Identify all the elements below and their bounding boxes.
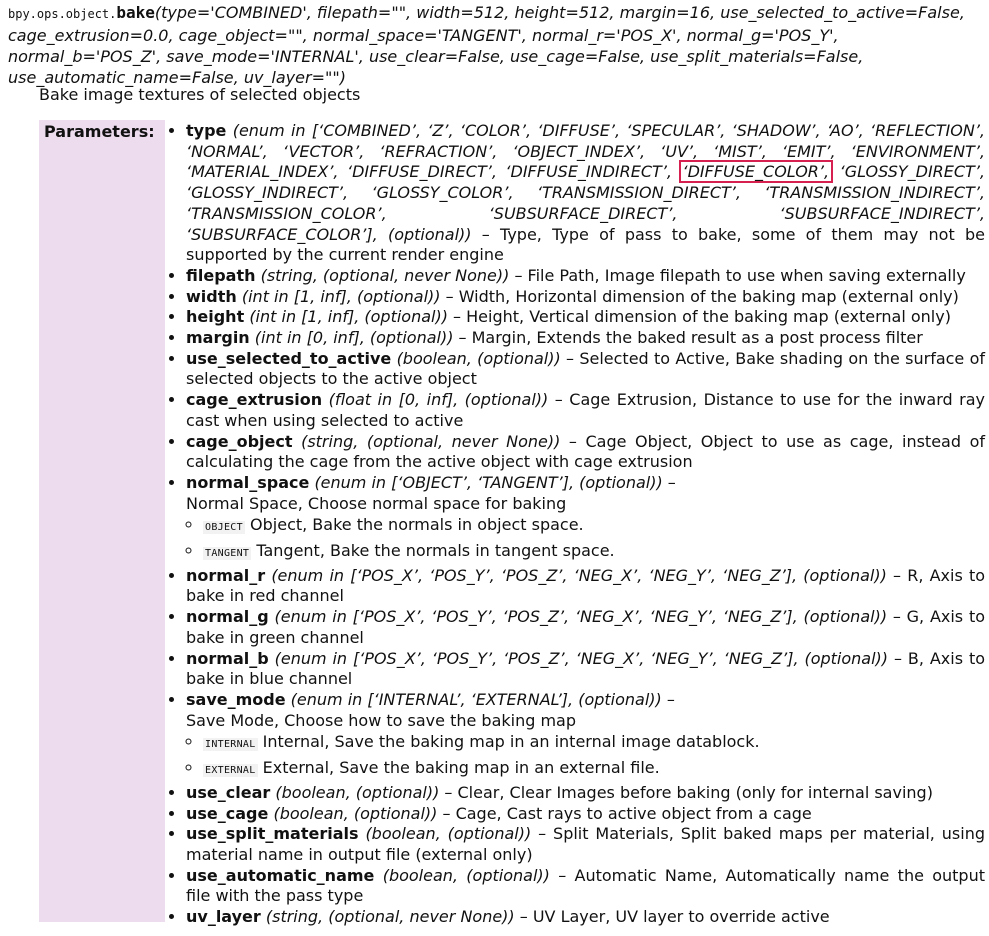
param-type-info: (string, (optional, never None)) <box>301 431 561 451</box>
enum-code: EXTERNAL <box>205 765 256 777</box>
param-type-info: (string, (optional, never None)) <box>265 907 515 927</box>
enum-desc: Tangent, Bake the normals in tangent space. <box>251 541 615 561</box>
enum-option <box>203 757 985 783</box>
param-type-info: (string, (optional, never None)) <box>260 265 510 285</box>
param-name: filepath <box>186 265 256 285</box>
param-type-info: (int in [1, inf], (optional)) <box>241 286 441 306</box>
function-description: Bake image textures of selected objects <box>39 85 361 104</box>
param-name: width <box>186 286 237 306</box>
param-use-split-materials <box>186 824 985 865</box>
function-name: bake <box>116 3 155 22</box>
param-desc: – Clear, Clear Images before baking (only for internal saving) <box>439 782 933 802</box>
enum-code: INTERNAL <box>205 739 256 751</box>
param-desc: – Split Materials, Split baked maps per material, using material name in output file (external only) <box>186 824 985 864</box>
signature-prefix: bpy.ops.object. <box>8 7 117 21</box>
param-desc: – UV Layer, UV layer to override active <box>514 907 830 927</box>
enum-desc: Object, Bake the normals in object space. <box>244 515 584 535</box>
enum-code: OBJECT <box>205 522 243 534</box>
param-desc: – Height, Vertical dimension of the baking map (external only) <box>447 307 951 327</box>
param-desc: – Automatic Name, Automatically name the output file with the pass type <box>186 865 986 906</box>
param-desc-line2: Normal Space, Choose normal space for baking <box>186 493 567 513</box>
param-desc: – <box>661 689 675 709</box>
param-name: cage_object <box>186 431 293 451</box>
highlighted-enum-value: ‘DIFFUSE_COLOR’, <box>682 162 830 182</box>
param-type-info: (enum in [‘POS_X’, ‘POS_Y’, ‘POS_Z’, ‘NEG_X’, ‘NEG_Y’, ‘NEG_Z’], (optional)) <box>274 607 888 627</box>
param-name: margin <box>186 328 250 348</box>
enum-options <box>186 514 985 565</box>
param-use-clear <box>186 783 985 804</box>
param-save-mode <box>186 690 985 783</box>
signature-args: (type='COMBINED', filepath="", width=512, height=512, margin=16, use_selected_to_active=False, cage_extrusion=0.0, cage_object="", normal_space='TANGENT', normal_r='POS_X', normal_g='POS_Y', normal_b='POS_Z', save_mode='INTERNAL', use_clear=False, use_cage=False, use_split_materials=False, use_automatic_name=False, uv_layer="") <box>8 3 965 87</box>
param-type-info: (int in [0, inf], (optional)) <box>254 328 454 348</box>
param-name: normal_b <box>186 648 269 668</box>
param-name: normal_r <box>186 565 266 585</box>
param-type-info: (int in [1, inf], (optional)) <box>249 307 448 327</box>
param-type-info: (float in [0, inf], (optional)) <box>328 390 549 410</box>
param-desc: – Cage Extrusion, Distance to use for the inward ray cast when using selected to active <box>186 390 986 430</box>
param-normal-space <box>186 473 985 566</box>
param-normal-g <box>186 607 985 648</box>
param-type-info: (boolean, (optional)) <box>365 824 532 844</box>
param-use-selected-to-active <box>186 349 985 390</box>
param-type-info: (enum in [‘COMBINED’, ‘Z’, ‘COLOR’, ‘DIFFUSE’, ‘SPECULAR’, ‘SHADOW’, ‘AO’, ‘REFLECTION’, ‘NORMAL’, ‘VECTOR’, ‘REFRACTION’, ‘OBJECT_INDEX’, ‘UV’, ‘MIST’, ‘EMIT’, ‘ENVIRONMENT’, ‘MATERIAL_INDEX’, ‘DIFFUSE_DIRECT’, ‘DIFFUSE_INDIRECT’, <box>186 121 985 182</box>
param-desc: – Selected to Active, Bake shading on the surface of selected objects to the active object <box>186 348 985 389</box>
param-desc: – Type, Type of pass to bake, some of them may not be supported by the current render engine <box>186 224 985 265</box>
param-use-automatic-name <box>186 866 985 907</box>
parameters-label-column <box>39 120 165 922</box>
enum-option <box>203 514 985 540</box>
param-name: cage_extrusion <box>186 390 323 410</box>
param-desc: – File Path, Image filepath to use when saving externally <box>509 265 966 285</box>
param-name: uv_layer <box>186 907 261 927</box>
param-desc: – R, Axis to bake in red channel <box>186 565 986 606</box>
parameter-list <box>170 121 985 928</box>
param-normal-r <box>186 566 985 607</box>
param-cage-extrusion <box>186 390 985 431</box>
param-type-info: (enum in [‘POS_X’, ‘POS_Y’, ‘POS_Z’, ‘NEG_X’, ‘NEG_Y’, ‘NEG_Z’], (optional)) <box>271 565 887 585</box>
param-name: normal_space <box>186 472 310 492</box>
parameters-label: Parameters: <box>44 122 155 141</box>
param-name: normal_g <box>186 607 269 627</box>
param-desc: – Cage, Cast rays to active object from a cage <box>437 803 812 823</box>
param-margin <box>186 328 985 349</box>
enum-option <box>203 540 985 566</box>
param-name: use_clear <box>186 782 271 802</box>
param-filepath <box>186 266 985 287</box>
param-type-info: (enum in [‘POS_X’, ‘POS_Y’, ‘POS_Z’, ‘NEG_X’, ‘NEG_Y’, ‘NEG_Z’], (optional)) <box>274 648 889 668</box>
function-signature <box>8 2 973 88</box>
param-uv-layer <box>186 907 985 928</box>
param-name: type <box>186 121 227 140</box>
param-desc: – Width, Horizontal dimension of the baking map (external only) <box>440 286 959 306</box>
param-type-info: (boolean, (optional)) <box>275 782 440 802</box>
param-normal-b <box>186 649 985 690</box>
param-type-info: (enum in [‘OBJECT’, ‘TANGENT’], (optional)) <box>314 472 663 492</box>
param-type <box>186 121 985 266</box>
enum-option <box>203 731 985 757</box>
param-type-info: (boolean, (optional)) <box>273 803 438 823</box>
param-name: use_automatic_name <box>186 865 375 885</box>
param-name: use_split_materials <box>186 824 359 844</box>
enum-code: TANGENT <box>205 548 250 560</box>
param-width <box>186 287 985 308</box>
enum-options <box>186 731 985 782</box>
param-name: use_cage <box>186 803 269 823</box>
param-height <box>186 307 985 328</box>
param-type-info: (boolean, (optional)) <box>382 865 550 885</box>
param-type-info: (enum in [‘INTERNAL’, ‘EXTERNAL’], (optional)) <box>290 689 662 709</box>
enum-desc: External, Save the baking map in an external file. <box>257 758 660 778</box>
param-desc: – Margin, Extends the baked result as a post process filter <box>453 328 923 348</box>
param-name: use_selected_to_active <box>186 348 392 368</box>
param-desc: – B, Axis to bake in blue channel <box>186 648 986 689</box>
param-type-info: (boolean, (optional)) <box>396 348 561 368</box>
param-name: save_mode <box>186 689 286 709</box>
param-desc: – G, Axis to bake in green channel <box>186 607 986 647</box>
param-cage-object <box>186 432 985 473</box>
param-desc: – Cage Object, Object to use as cage, instead of calculating the cage from the active object with cage extrusion <box>186 431 985 472</box>
param-use-cage <box>186 804 985 825</box>
enum-desc: Internal, Save the baking map in an internal image datablock. <box>257 732 760 752</box>
param-desc: – <box>662 472 676 492</box>
param-name: height <box>186 307 245 327</box>
param-desc-line2: Save Mode, Choose how to save the baking map <box>186 710 577 730</box>
param-type-info-cont: ‘GLOSSY_DIRECT’, ‘GLOSSY_INDIRECT’, ‘GLOSSY_COLOR’, ‘TRANSMISSION_DIRECT’, ‘TRANSMISSION_INDIRECT’, ‘TRANSMISSION_COLOR’, ‘SUBSURFACE_DIRECT’, ‘SUBSURFACE_INDIRECT’, ‘SUBSURFACE_COLOR’], (optional)) <box>186 162 986 244</box>
